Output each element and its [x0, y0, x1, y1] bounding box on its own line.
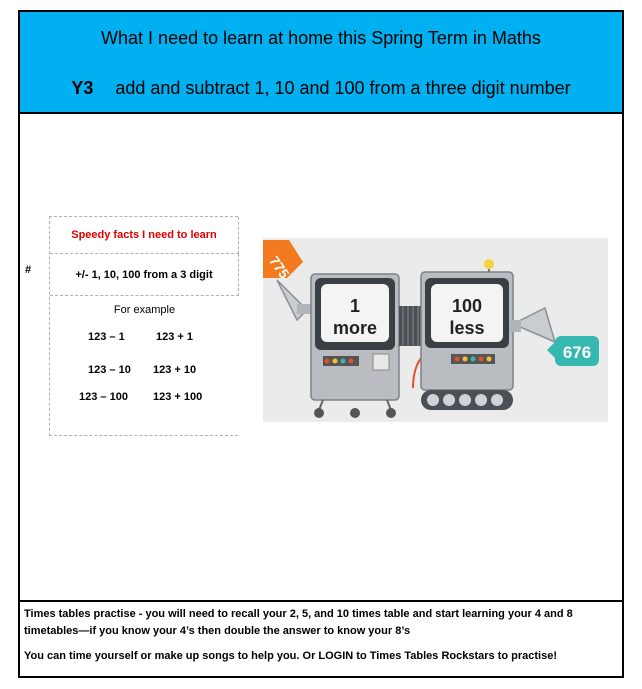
output-number: 676 — [562, 343, 592, 362]
machine-one-line2: more — [332, 318, 378, 338]
topic-banner — [20, 64, 622, 114]
year-level: Y3 — [71, 77, 94, 98]
input-number-tag — [263, 240, 303, 282]
example-label: For example — [113, 304, 176, 316]
practice-tips-note: You can time yourself or make up songs to help you. Or LOGIN to Times Tables Rockstars to practise! — [24, 650, 558, 662]
machine-one — [311, 274, 399, 418]
machine-two-line2: less — [449, 318, 485, 338]
number-machines-illustration — [263, 238, 608, 422]
speedy-facts-heading: Speedy facts I need to learn — [50, 217, 239, 254]
times-tables-footer — [20, 600, 622, 676]
example-add-1: 123 + 1 — [156, 331, 194, 343]
coil-connector — [399, 306, 421, 346]
input-number: 775 — [266, 253, 293, 282]
row-marker: # — [25, 264, 32, 276]
example-add-100: 123 + 100 — [153, 391, 203, 403]
example-subtract-1: 123 – 1 — [88, 331, 125, 343]
worksheet-frame — [18, 10, 624, 678]
example-subtract-10: 123 – 10 — [88, 364, 131, 376]
topic-title: add and subtract 1, 10 and 100 from a three digit number — [115, 77, 571, 98]
machine-one-line1: 1 — [349, 296, 361, 316]
speedy-facts-box — [49, 216, 238, 436]
page-title: What I need to learn at home this Spring Term in Maths — [101, 27, 541, 48]
machine-two — [421, 259, 513, 410]
machine-two-line1: 100 — [451, 296, 483, 316]
example-subtract-100: 123 – 100 — [79, 391, 128, 403]
robot-machines-picture — [263, 238, 608, 422]
example-add-10: 123 + 10 — [153, 364, 197, 376]
title-banner — [20, 12, 622, 66]
speedy-fact: +/- 1, 10, 100 from a 3 digit — [50, 254, 239, 296]
content-area — [20, 112, 622, 600]
times-tables-note: Times tables practise - you will need to recall your 2, 5, and 10 times table and start learning your 4 and 8 timetables—if you know your 4’s then double the answer to know your 8’s — [24, 608, 573, 637]
